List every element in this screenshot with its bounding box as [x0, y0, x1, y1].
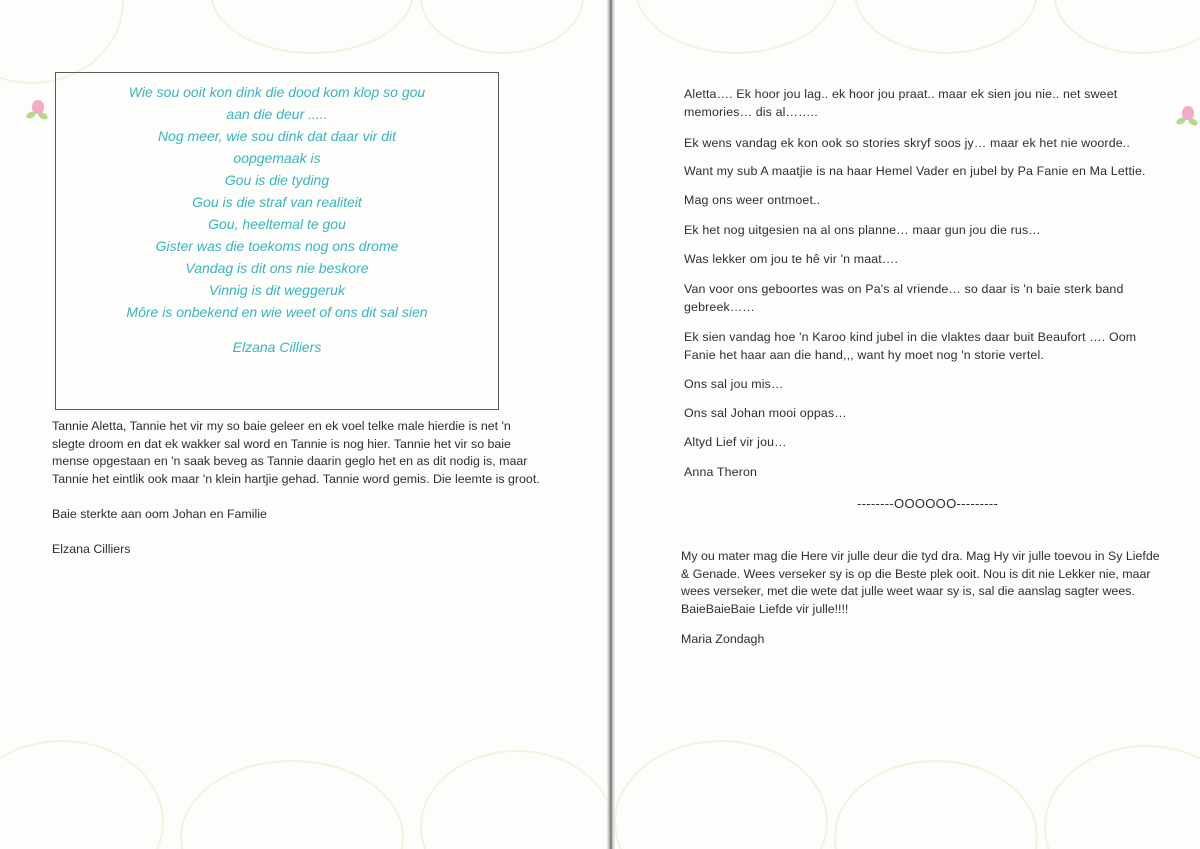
wishes-text: Baie sterkte aan oom Johan en Familie: [52, 507, 267, 521]
decorative-swirl: [634, 0, 838, 54]
tribute-paragraph: Ons sal Johan mooi oppas…: [684, 406, 847, 420]
poem-line: Môre is onbekend en wie weet of ons dit sal sien: [126, 304, 428, 320]
poem-line: Gister was die toekoms nog ons drome: [155, 238, 399, 254]
signature: Elzana Cilliers: [52, 542, 131, 556]
poem-line: Wie sou ooit kon dink die dood kom klop so gou: [128, 84, 426, 100]
poem-line: Nog meer, wie sou dink dat daar vir dit: [157, 128, 397, 144]
poem-box: [55, 72, 499, 410]
decorative-swirl: [210, 0, 414, 54]
poem-line: Gou is die straf van realiteit: [192, 194, 362, 210]
tribute-paragraph: Was lekker om jou te hê vir 'n maat….: [684, 252, 899, 266]
decorative-swirl: [614, 740, 828, 849]
poem-line: Vinnig is dit weggeruk: [209, 282, 345, 298]
decorative-swirl: [1044, 745, 1200, 849]
decorative-swirl: [420, 750, 608, 849]
signature: Maria Zondagh: [681, 632, 765, 646]
signature: Anna Theron: [684, 465, 758, 479]
tribute-message: My ou mater mag die Here vir julle deur die tyd dra. Mag Hy vir julle toevou in Sy Liefde & Genade. Wees verseker sy is op die Beste plek ooit. Nou is dit nie Lekker nie, maar wees verseker, met die wete dat julle weet waar sy is, sal die aanslag sagter wees. BaieBaieBaie Liefde vir julle!!!!: [681, 549, 1160, 616]
decorative-swirl: [834, 760, 1038, 849]
flower-icon: [28, 100, 48, 118]
flower-icon: [1176, 106, 1196, 124]
tribute-paragraph: Ek sien vandag hoe 'n Karoo kind jubel in die vlaktes daar buit Beaufort …. Oom Fanie het haar aan die hand,,, want hy moet nog 'n storie vertel.: [684, 330, 1137, 362]
tribute-paragraph: Ek wens vandag ek kon ook so stories skryf soos jy… maar ek het nie woorde..: [684, 136, 1130, 150]
poem-line: Vandag is dit ons nie beskore: [185, 260, 369, 276]
tribute-paragraph: Aletta…. Ek hoor jou lag.. ek hoor jou praat.. maar ek sien jou nie.. net sweet memories… dis al……..: [684, 87, 1118, 119]
tribute-paragraph: Altyd Lief vir jou…: [684, 435, 787, 449]
tribute-message: Tannie Aletta, Tannie het vir my so baie geleer en ek voel telke male hierdie is net 'n slegte droom en dat ek wakker sal word en Tannie is nog hier. Tannie het vir so baie mense opgestaan en 'n saak beveg as Tannie daarin geglo het en as dit nodig is, maar Tannie het eintlik ook maar 'n klein hartjie gehad. Tannie word gemis. Die leemte is groot.: [52, 419, 540, 486]
decorative-swirl: [420, 0, 584, 54]
right-page: [614, 0, 1200, 849]
poem-line: Gou, heeltemal te gou: [208, 216, 346, 232]
page-fold: [607, 0, 615, 849]
tribute-paragraph: Van voor ons geboortes was on Pa's al vriende… so daar is 'n baie sterk band gebreek……: [684, 282, 1124, 314]
tribute-paragraph: Ek het nog uitgesien na al ons planne… maar gun jou die rus…: [684, 223, 1041, 237]
decorative-swirl: [854, 0, 1038, 54]
separator-line: --------OOOOOO---------: [857, 496, 999, 511]
poem-line: oopgemaak is: [233, 150, 321, 166]
poem-line: Gou is die tyding: [224, 172, 330, 188]
decorative-swirl: [1054, 0, 1200, 54]
tribute-paragraph: Ons sal jou mis…: [684, 377, 784, 391]
tribute-paragraph: Want my sub A maatjie is na haar Hemel Vader en jubel by Pa Fanie en Ma Lettie.: [684, 164, 1146, 178]
decorative-swirl: [180, 760, 404, 849]
decorative-swirl: [0, 740, 164, 849]
poem-line: aan die deur .....: [226, 106, 328, 122]
tribute-paragraph: Mag ons weer ontmoet..: [684, 193, 821, 207]
poem-author: Elzana Cilliers: [232, 339, 322, 355]
